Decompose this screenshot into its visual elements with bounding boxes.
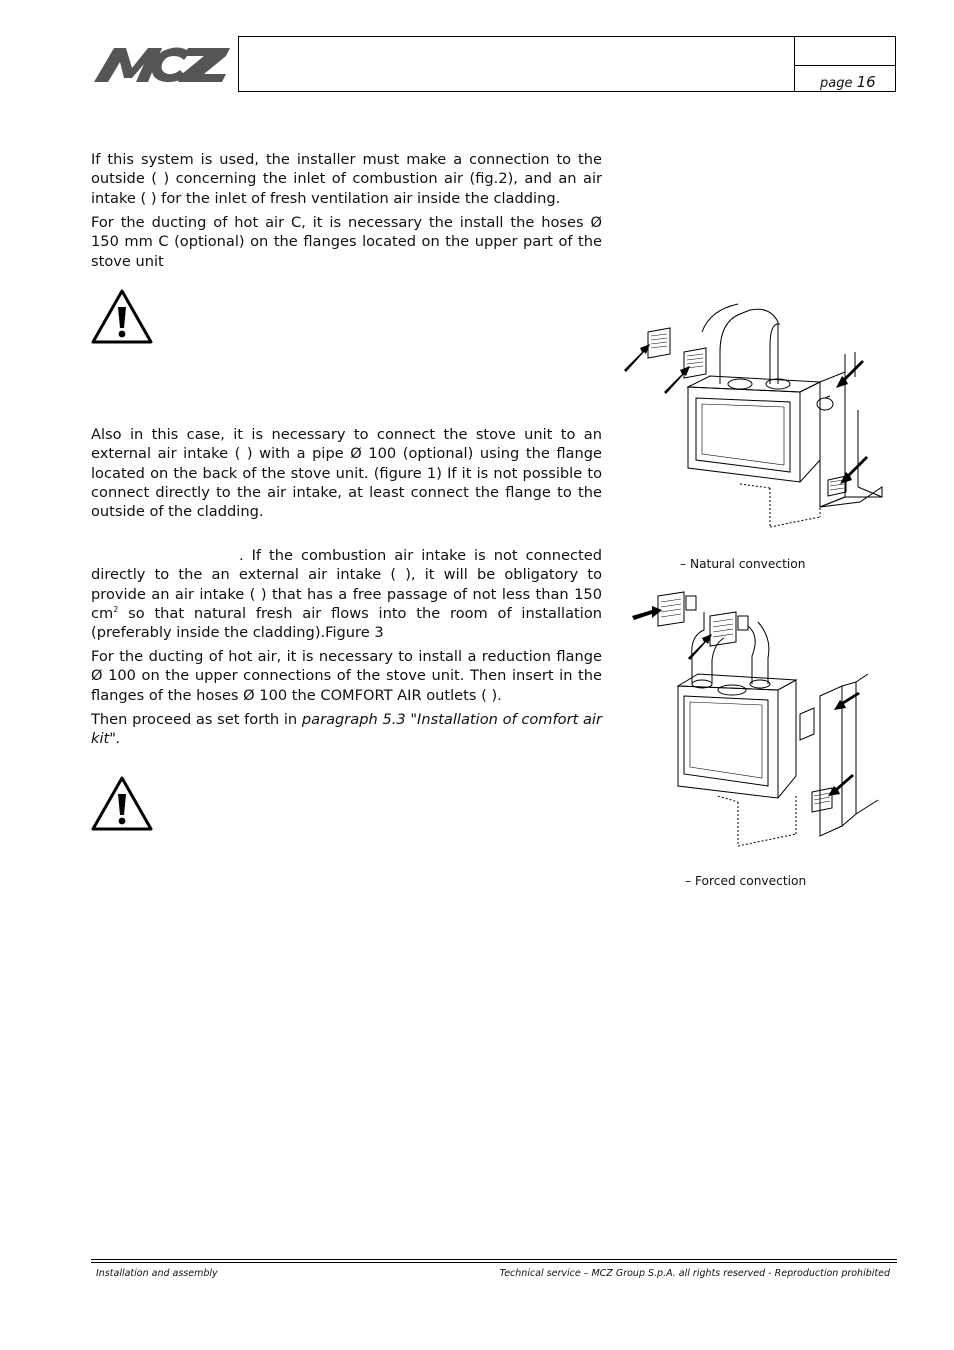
combustion-air-text: . If the combustion air intake is not connected directly to the an external air intake ( ), it will be obligatory to provide an air intake ( ) that has a free passage of not less than 150 cm xyxy=(91,547,602,622)
forced-convection-illustration xyxy=(628,586,890,851)
footer-rule xyxy=(91,1262,897,1263)
proceed-lead: Then proceed as set forth in xyxy=(91,711,302,728)
caption-natural-convection: – Natural convection xyxy=(680,557,806,571)
footer-copyright: Technical service – MCZ Group S.p.A. all rights reserved - Reproduction prohibited xyxy=(499,1268,890,1279)
paragraph-combustion-air xyxy=(91,546,602,642)
header-divider xyxy=(794,36,795,92)
page-number xyxy=(820,73,876,91)
warning-icon xyxy=(90,775,154,833)
paragraph-proceed xyxy=(91,710,602,749)
header-title-box xyxy=(238,36,896,92)
paragraph-reduction-flange: For the ducting of hot air, it is necessary to install a reduction flange Ø 100 on the upper connections of the stove unit. Then insert in the flanges of the hoses Ø 100 the COMFORT AIR outlets ( ). xyxy=(91,648,602,704)
natural-convection-illustration xyxy=(620,292,890,532)
paragraph-system-intro: If this system is used, the installer must make a connection to the outside ( ) concerning the inlet of combustion air (fig.2), and an air intake ( ) for the inlet of fresh ventilation air inside the cladding. xyxy=(91,151,602,207)
paragraph-external-air-intake: Also in this case, it is necessary to connect the stove unit to an external air intake ( ) with a pipe Ø 100 (optional) using the flange located on the back of the stove unit. (figure 1) If it is not possible to connect directly to the air intake, at least connect the flange to the outside of the cladding. xyxy=(91,426,602,521)
page-prefix: page xyxy=(820,76,853,91)
combustion-air-tail: so that natural fresh air flows into the room of installation (preferably inside the cladding).Figure 3 xyxy=(91,604,602,642)
page-number-value: 16 xyxy=(856,73,876,91)
mcz-logo xyxy=(92,42,232,86)
paragraph-reference: paragraph 5.3 "Installation of comfort air kit". xyxy=(91,711,602,748)
header-divider xyxy=(794,65,896,66)
superscript: 2 xyxy=(113,605,119,615)
paragraph-hot-air-ducting: For the ducting of hot air C, it is necessary the install the hoses Ø 150 mm C (optional) on the flanges located on the upper part of the stove unit xyxy=(91,214,602,270)
footer-section-title: Installation and assembly xyxy=(96,1268,218,1279)
caption-forced-convection: – Forced convection xyxy=(685,874,807,888)
footer-rule xyxy=(91,1259,897,1260)
warning-icon xyxy=(90,288,154,346)
